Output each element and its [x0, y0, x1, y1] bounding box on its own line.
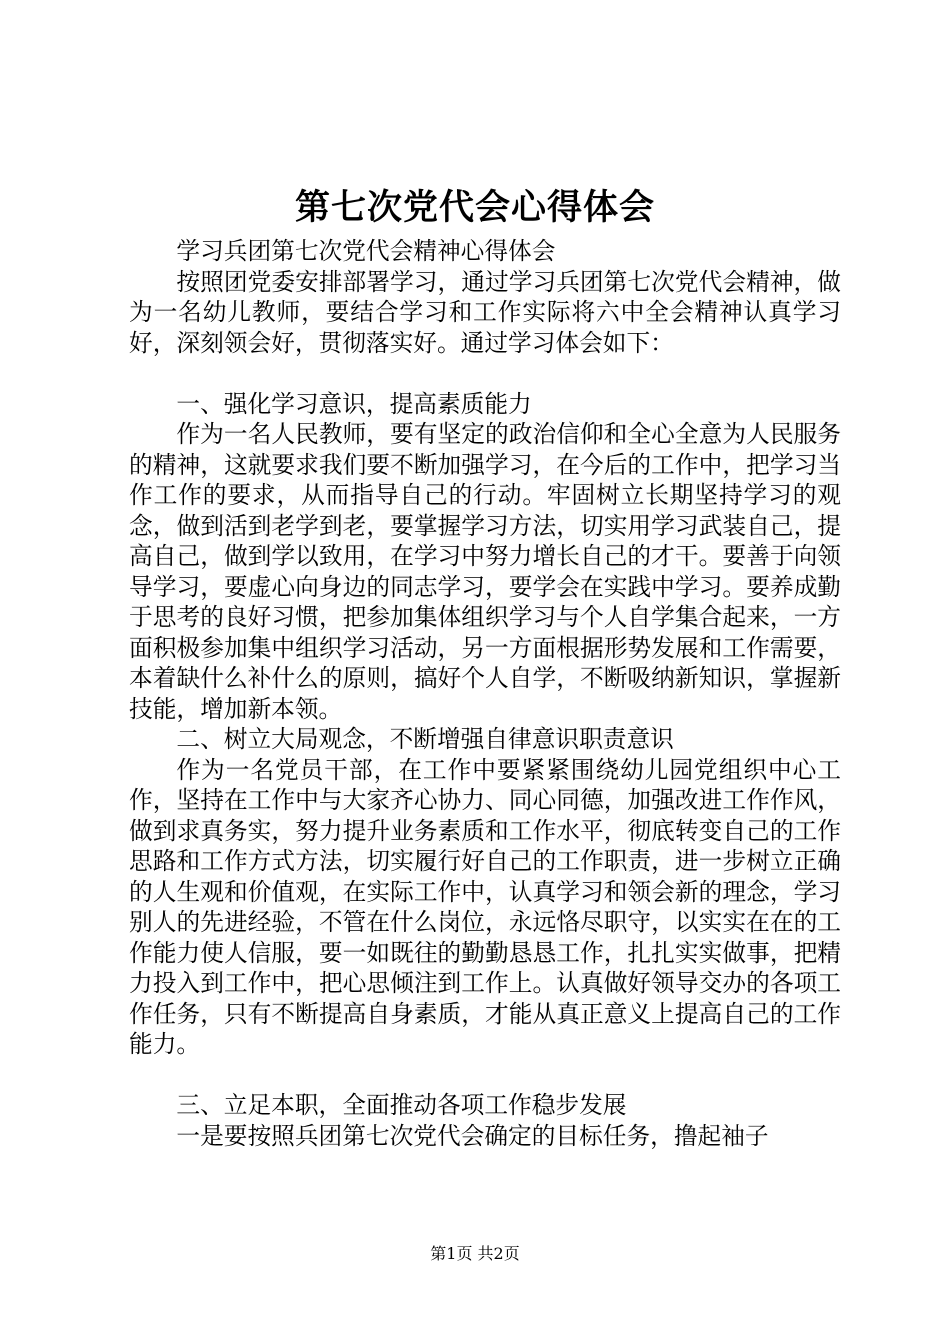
section-heading-1: 一、强化学习意识，提高素质能力	[176, 389, 532, 418]
document-body	[129, 236, 841, 1151]
subtitle-paragraph: 学习兵团第七次党代会精神心得体会	[176, 237, 556, 265]
page-number-footer: 第1页 共2页	[430, 1244, 520, 1263]
section-heading-3: 三、立足本职，全面推动各项工作稳步发展	[176, 1091, 627, 1119]
document-title: 第七次党代会心得体会	[294, 187, 655, 228]
section-paragraph-1: 作为一名人民教师，要有坚定的政治信仰和全心全意为人民服务的精神，这就要求我们要不断加强学习，在今后的工作中，把学习当作工作的要求，从而指导自己的行动。牢固树立长期坚持学习的观念，做到活到老学到老，要掌握学习方法，切实用学习武装自己，提高自己，做到学以致用，在学习中努力增长自己的才干。要善于向领导学习，要虚心向身边的同志学习，要学会在实践中学习。要养成勤于思考的良好习惯，把参加集体组织学习与个人自学集合起来，一方面积极参加集中组织学习活动，另一方面根据形势发展和工作需要，本着缺什么补什么的原则，搞好个人自学，不断吸纳新知识，掌握新技能，增加新本领。	[129, 420, 841, 723]
intro-paragraph: 按照团党委安排部署学习，通过学习兵团第七次党代会精神，做为一名幼儿教师，要结合学习和工作实际将六中全会精神认真学习好，深刻领会好，贯彻落实好。通过学习体会如下：	[129, 267, 841, 357]
section-paragraph-3: 一是要按照兵团第七次党代会确定的目标任务，撸起袖子	[176, 1121, 769, 1150]
section-heading-2: 二、树立大局观念，不断增强自律意识职责意识	[176, 725, 674, 753]
section-paragraph-2: 作为一名党员干部，在工作中要紧紧围绕幼儿园党组织中心工作，坚持在工作中与大家齐心协力、同心同德，加强改进工作作风，做到求真务实，努力提升业务素质和工作水平，彻底转变自己的工作思路和工作方式方法，切实履行好自己的工作职责，进一步树立正确的人生观和价值观，在实际工作中，认真学习和领会新的理念，学习别人的先进经验，不管在什么岗位，永远恪尽职守，以实实在在的工作能力使人信服，要一如既往的勤勤恳恳工作，扎扎实实做事，把精力投入到工作中，把心思倾注到工作上。认真做好领导交办的各项工作任务，只有不断提高自身素质，才能从真正意义上提高自己的工作能力。	[129, 755, 841, 1058]
